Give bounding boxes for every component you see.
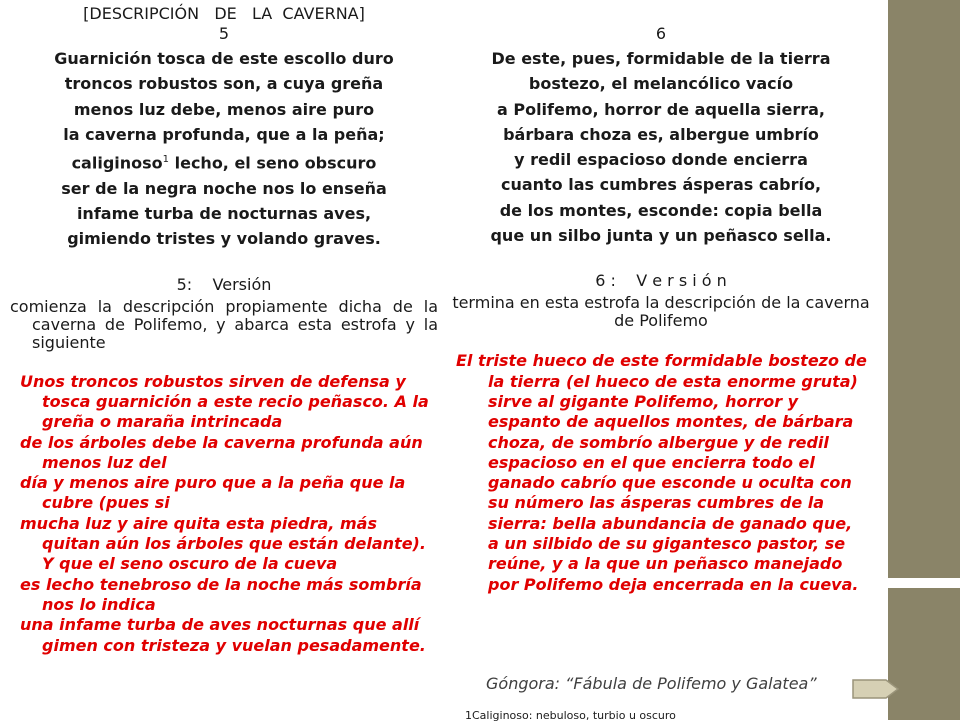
version-heading-5: 5: Versión xyxy=(176,274,272,294)
poem-line: bárbara choza es, albergue umbrío xyxy=(503,124,819,144)
poem-line: de los montes, esconde: copia bella xyxy=(499,200,823,220)
poem-line: menos luz debe, menos aire puro xyxy=(73,99,375,119)
stanza-5-poem xyxy=(10,46,438,252)
translation-line: mucha luz y aire quita esta piedra, más quitan aún los árboles que están delante). Y que el seno oscuro de la cueva xyxy=(20,513,426,574)
translation-line: es lecho tenebroso de la noche más sombría nos lo indica xyxy=(20,574,422,614)
version-description-5: comienza la descripción propiamente dicha de la caverna de Polifemo, y abarca esta estrofa y la siguiente xyxy=(10,296,438,352)
translation-line: una infame turba de aves nocturnas que allí gimen con tristeza y vuelan pesadamente. xyxy=(20,615,426,655)
stanza-number-5: 5 xyxy=(218,24,230,43)
poem-line: Guarnición tosca de este escollo duro xyxy=(54,49,394,68)
poem-line: bostezo, el melancólico vacío xyxy=(528,74,794,94)
stanza-number-6: 6 xyxy=(655,24,667,43)
poem-line: ser de la negra noche nos lo enseña xyxy=(61,178,387,198)
sidebar-decoration-top xyxy=(888,0,960,578)
section-title: [DESCRIPCIÓN DE LA CAVERNA] xyxy=(83,4,365,23)
poem-line: troncos robustos son, a cuya greña xyxy=(64,74,384,94)
translation-line: Unos troncos robustos sirven de defensa y tosca guarnición a este recio peñasco. A la greña o maraña intrincada xyxy=(20,371,429,432)
poem-line: la caverna profunda, que a la peña; xyxy=(63,124,385,144)
poem-line: y redil espacioso donde encierra xyxy=(514,150,808,170)
stanza-6-poem xyxy=(446,46,876,248)
sidebar-divider xyxy=(888,578,960,588)
poem-line: cuanto las cumbres ásperas cabrío, xyxy=(500,175,822,195)
poem-line-text: lecho, el seno obscuro xyxy=(169,153,377,173)
poem-line: que un silbo junta y un peñasco sella. xyxy=(490,226,832,246)
version-heading-6: 6 : V e r s i ó n xyxy=(595,271,727,291)
poem-line-text: caliginoso xyxy=(71,153,163,173)
translation-line: de los árboles debe la caverna profunda aún menos luz del xyxy=(20,432,423,472)
source-citation: Góngora: “Fábula de Polifemo y Galatea” xyxy=(486,674,817,693)
next-arrow-icon[interactable] xyxy=(852,676,900,702)
poem-line: infame turba de nocturnas aves, xyxy=(76,204,372,224)
footnote: 1Caliginoso: nebuloso, turbio u oscuro xyxy=(465,709,676,722)
prose-translation-6: El triste hueco de este formidable bostezo de la tierra (el hueco de esta enorme gruta) sirve al gigante Polifemo, horror y espanto de aquellos montes, de bárbara choza, de sombrío albergue y de redil espacioso en el que encierra todo el ganado cabrío que esconde u oculta con su número las ásperas cumbres de la sierra: bella abundancia de ganado que, a un silbido de su gigantesco pastor, se reúne, y a la que un peñasco manejado por Polifemo deja encerrada en la cueva. xyxy=(456,351,867,594)
poem-line: De este, pues, formidable de la tierra xyxy=(491,49,831,68)
right-column xyxy=(446,0,876,595)
version-description-6: termina en esta estrofa la descripción de la caverna de Polifemo xyxy=(452,293,870,331)
footnote-marker: 1 xyxy=(162,154,170,166)
poem-line: gimiendo tristes y volando graves. xyxy=(67,229,381,249)
poem-line: a Polifemo, horror de aquella sierra, xyxy=(496,99,825,119)
poem-line xyxy=(10,147,438,176)
left-column xyxy=(10,0,438,656)
prose-translation-5 xyxy=(10,372,438,656)
translation-line: día y menos aire puro que a la peña que la cubre (pues si xyxy=(20,473,406,513)
